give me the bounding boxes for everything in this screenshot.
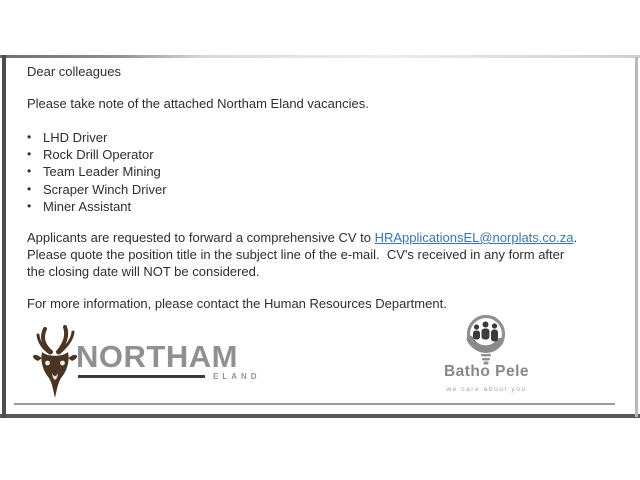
instructions-line-2: Please quote the position title in the subject line of the e-mail. CV's received in any form after	[27, 247, 565, 263]
bullet-icon: •	[27, 164, 32, 179]
email-link[interactable]: HRApplicationsEL@norplats.co.za	[374, 230, 574, 245]
vacancy-label: Rock Drill Operator	[43, 147, 154, 163]
northam-division-label: ELAND	[213, 372, 261, 381]
batho-pele-name: Batho Pele	[443, 363, 530, 380]
list-item	[27, 163, 167, 180]
list-item	[27, 181, 167, 198]
bullet-icon: •	[27, 130, 32, 144]
list-item	[27, 198, 167, 215]
instructions-line-3: the closing date will NOT be considered.	[27, 264, 260, 280]
vacancy-list	[27, 129, 167, 215]
frame-right-border	[635, 57, 638, 417]
cv-line-suffix: .	[573, 230, 578, 245]
vacancy-label: Miner Assistant	[43, 198, 132, 214]
vacancy-label: LHD Driver	[43, 130, 108, 145]
bullet-icon: •	[27, 181, 32, 196]
vacancy-label: Scraper Winch Driver	[43, 181, 167, 197]
list-item	[27, 129, 167, 146]
cv-line-prefix: Applicants are requested to forward a comprehensive CV to	[27, 230, 375, 245]
frame-top-border	[0, 55, 640, 58]
frame-bottom-border	[0, 414, 640, 418]
vacancy-label: Team Leader Mining	[43, 164, 161, 180]
bullet-icon: •	[27, 147, 32, 162]
batho-pele-icon	[462, 313, 510, 367]
application-instructions	[27, 229, 577, 281]
batho-pele-tagline: we care about you	[446, 386, 527, 393]
footer-divider-rule	[14, 403, 615, 405]
intro-text: Please take note of the attached Northam Eland vacancies.	[27, 96, 369, 111]
more-info-text: For more information, please contact the Human Resources Department.	[27, 296, 447, 311]
list-item	[27, 146, 167, 163]
instructions-line-1	[27, 229, 577, 246]
bullet-icon: •	[27, 198, 32, 213]
eland-head-icon	[30, 325, 80, 401]
northam-wordmark: NORTHAM	[76, 339, 238, 374]
greeting-text: Dear colleagues	[27, 64, 121, 79]
frame-left-border	[2, 55, 6, 418]
northam-underline	[78, 375, 205, 378]
